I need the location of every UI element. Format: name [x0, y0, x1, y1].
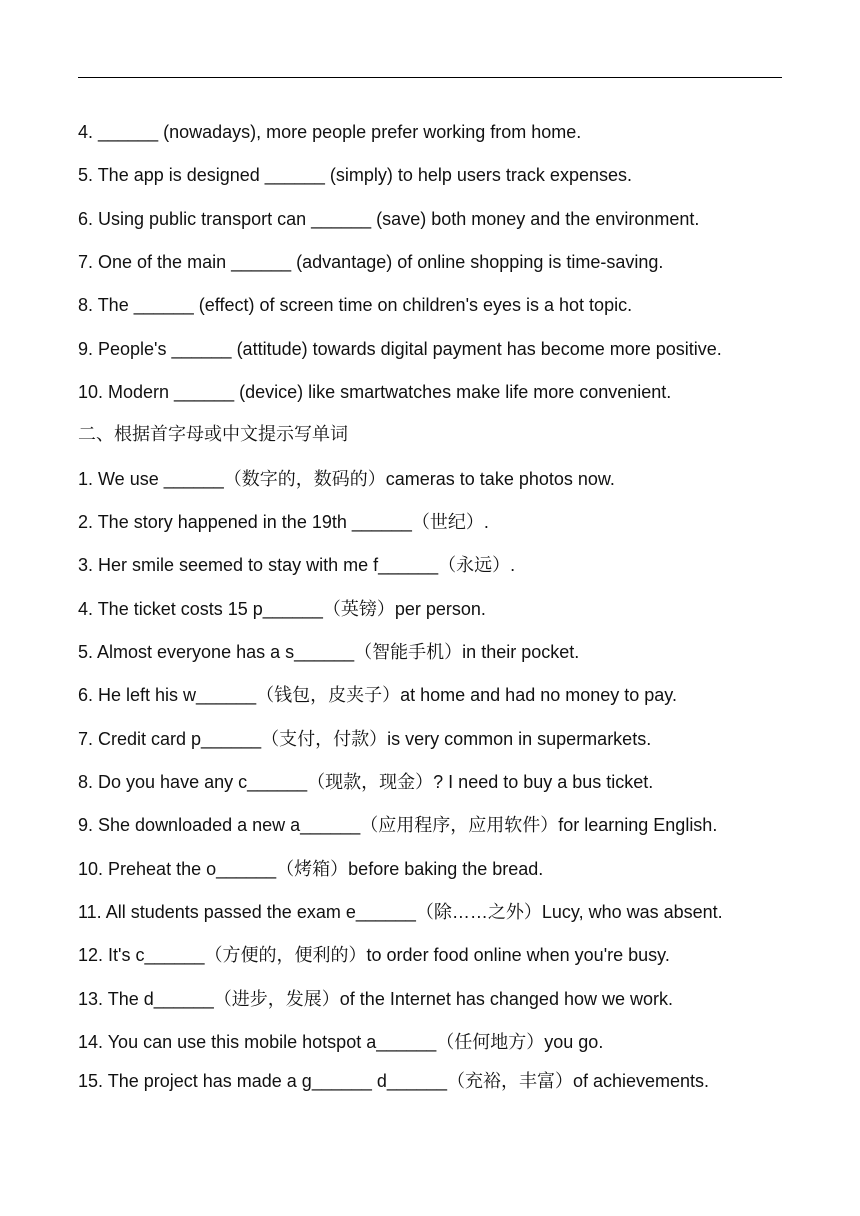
word-item-8: 8. Do you have any c______（现款，现金）? I need to buy a bus ticket. — [78, 772, 654, 792]
header-rule — [78, 77, 782, 78]
word-item-5: 5. Almost everyone has a s______（智能手机）in their pocket. — [78, 642, 580, 662]
exercise-item-8: 8. The ______ (effect) of screen time on children's eyes is a hot topic. — [78, 295, 633, 315]
word-item-10: 10. Preheat the o______（烤箱）before baking the bread. — [78, 859, 544, 879]
word-item-1: 1. We use ______（数字的，数码的）cameras to take photos now. — [78, 469, 615, 489]
exercise-item-5: 5. The app is designed ______ (simply) to help users track expenses. — [78, 165, 632, 185]
exercise-item-6: 6. Using public transport can ______ (save) both money and the environment. — [78, 209, 700, 229]
word-item-9: 9. She downloaded a new a______（应用程序，应用软件）for learning English. — [78, 815, 718, 835]
word-item-2: 2. The story happened in the 19th ______（世纪）. — [78, 512, 489, 532]
exercise-item-10: 10. Modern ______ (device) like smartwatches make life more convenient. — [78, 382, 672, 402]
word-item-14: 14. You can use this mobile hotspot a______（任何地方）you go. — [78, 1032, 604, 1052]
word-item-6: 6. He left his w______（钱包，皮夹子）at home and had no money to pay. — [78, 685, 677, 705]
word-item-7: 7. Credit card p______（支付，付款）is very common in supermarkets. — [78, 729, 652, 749]
exercise-item-4: 4. ______ (nowadays), more people prefer working from home. — [78, 122, 582, 142]
word-item-3: 3. Her smile seemed to stay with me f______（永远）. — [78, 555, 516, 575]
word-item-15: 15. The project has made a g______ d______（充裕，丰富）of achievements. — [78, 1071, 710, 1091]
word-item-4: 4. The ticket costs 15 p______（英镑）per person. — [78, 599, 486, 619]
exercise-item-7: 7. One of the main ______ (advantage) of online shopping is time-saving. — [78, 252, 664, 272]
section-heading: 二、根据首字母或中文提示写单词 — [78, 424, 348, 445]
exercise-item-9: 9. People's ______ (attitude) towards digital payment has become more positive. — [78, 339, 722, 359]
word-item-11: 11. All students passed the exam e______（除……之外）Lucy, who was absent. — [78, 902, 723, 922]
word-item-13: 13. The d______（进步，发展）of the Internet has changed how we work. — [78, 989, 673, 1009]
word-item-12: 12. It's c______（方便的，便利的）to order food online when you're busy. — [78, 945, 670, 965]
